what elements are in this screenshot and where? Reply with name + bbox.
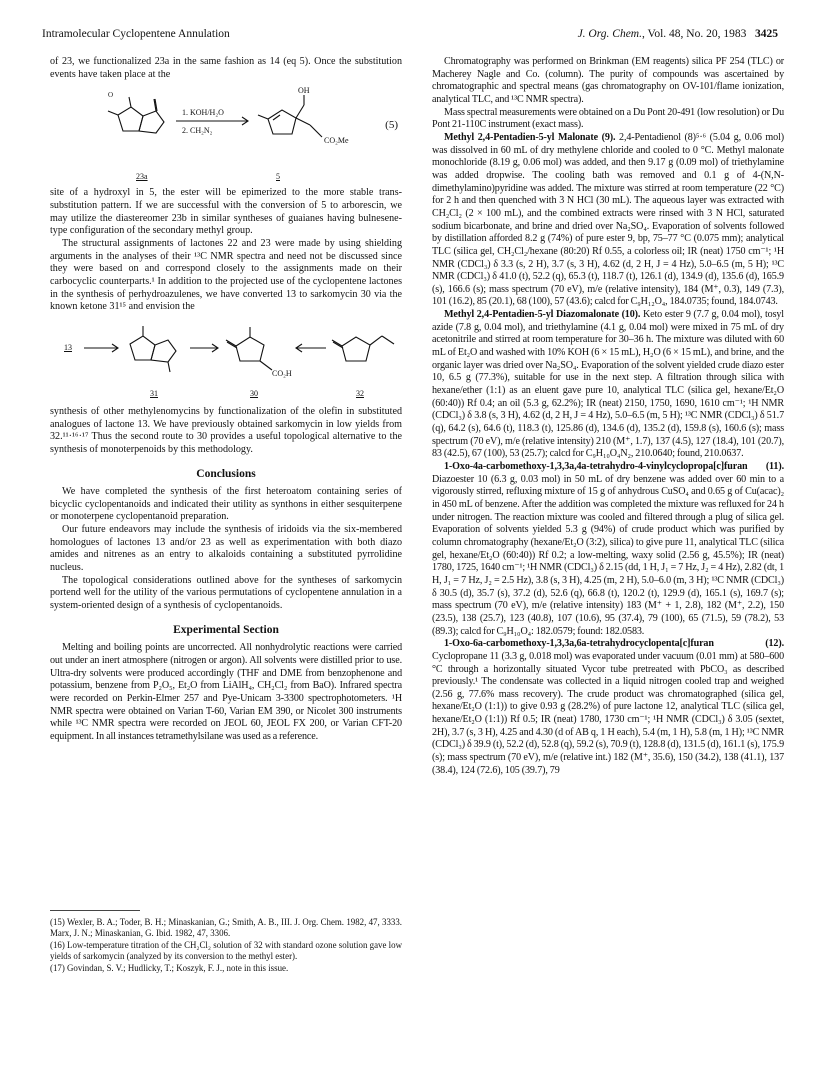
paragraph-2: The structural assignments of lactones 22 and 23 were made by using shielding arguments in the analyses of their ¹³C NMR spectra and need not be discussed since they were based on and correspond closely to the assignments made on their carbocyclic counterparts.¹ In addition to the projected use of the cyclopentene lactones in the synthesis of perhydroazulenes, we have converted 13 to sarkomycin 30 via the known ketone 31¹⁵ and envision the <box>50 237 402 313</box>
equation-number: (5) <box>385 119 398 132</box>
scheme-oh-label: OH <box>298 86 310 96</box>
reaction-scheme-eq5 <box>50 85 402 185</box>
header-citation <box>578 28 778 40</box>
right-column <box>432 56 784 777</box>
running-header <box>42 28 778 44</box>
paragraph-mass-spectral: Mass spectral measurements were obtained on a Du Pont 20-491 (low resolution) or Du Pont 21-110C instrument (exact mass). <box>432 106 784 131</box>
procedure-10-title: Methyl 2,4-Pentadien-5-yl Diazomalonate (10). <box>444 309 641 321</box>
scheme-reagent-2: 2. CH₂N₂ <box>182 126 213 136</box>
compound-label-5: 5 <box>276 172 280 182</box>
procedure-compound-9 <box>432 132 784 309</box>
procedure-compound-12 <box>432 638 784 777</box>
procedure-compound-11 <box>432 461 784 638</box>
reaction-scheme-drawing <box>98 85 398 185</box>
header-journal: J. Org. Chem. <box>577 28 642 40</box>
sarkomycin-scheme-drawing <box>50 318 402 402</box>
experimental-heading: Experimental Section <box>173 623 279 636</box>
paragraph-intro: of 23, we functionalized 23a in the same fashion as 14 (eq 5). Once the substitution events have taken place at the <box>50 56 402 80</box>
procedure-11-title: 1-Oxo-4a-carbomethoxy-1,3,3a,4a-tetrahydro-4-vinylcyclopropa[c]furan (11). <box>444 461 784 472</box>
procedure-9-body: 2,4-Pentadienol (8)⁵·⁶ (5.04 g, 0.06 mol) was dissolved in 60 mL of dry methylene chloride and cooled to 0 °C. Methyl malonate monochloride (8.19 g, 0.06 mol) was added, and then 9.17 g (0.09 mol) of triethylamine was added dropwise. The cooling bath was removed and 0.1 g of 4-(N,N-dimethylamino)pyridine was added. The mixture was stirred at room temperature (22 °C) for 2 h and then quenched with 3 N HCl (30 mL). The aqueous layer was extracted with CH₂Cl₂ (2 × 100 mL), and the combined extracts were rinsed with 3 N HCl, saturated sodium bicarbonate, and brine and dried over Na₂SO₄. Evaporation of solvents followed by distillation afforded 8.2 g (74%) of pure ester 9, bp, 75–77 °C (0.075 mm); analytical TLC (silica gel, CH₂Cl₂/hexane (80:20) Rf 0.55, a colorless oil; IR (neat) 1750 cm⁻¹; ¹H NMR (CDCl₃) δ 3.3 (s, 2 H), 3.7 (s, 3 H), 4.62 (d, 2 H, J = 4 Hz), 5.0–6.5 (m, 5 H); ¹³C NMR (CDCl₃) δ 41.0 (t), 52.2 (q), 65.3 (t), 118.7 (t), 126.1 (d), 134.9 (d), 135.6 (d), 165.9 (s), 166.6 (s); mass spectrum (70 eV), m/e (relative intensity), 184 (M⁺, 0.3), 149 (7.3), 101 (16.2), 85 (20.1), 68 (100), 57 (43.6); calcd for C₉H₁₂O₄, 184.0735; found, 184.0743. <box>432 131 784 308</box>
footnote-17: (17) Govindan, S. V.; Hudlicky, T.; Koszyk, F. J., note in this issue. <box>50 963 289 973</box>
compound-label-31: 31 <box>150 388 158 398</box>
scheme-label-o: O <box>108 91 114 100</box>
header-volume: , Vol. 48, No. 20, 1983 <box>642 28 747 40</box>
footnote-rule <box>50 910 140 911</box>
procedure-compound-10 <box>432 309 784 461</box>
procedure-12-body: Cyclopropane 11 (3.3 g, 0.018 mol) was evaporated under vacuum (0.01 mm) at 580–600 °C through a horizontally situated Vycor tube pretreated with PbCO₃ as described previously.¹ The condensate was collected in a liquid nitrogen cooled trap and weighed (2.56 g, 77.6% mass recovery). The crude product was chromatographed (silica gel, hexane/Et₂O (1:1)) to give 0.93 g (28.2%) of pure lactone 12, analytical TLC (silica gel, hexane/Et₂O (1:1)) Rf 0.5; IR (neat) 1780, 1730 cm⁻¹; ¹H NMR (CDCl₃) δ 3.05 (sextet, 2H), 3.7 (s, 3 H), 4.25 and 4.30 (d of AB q, 1 H each), 5.4 (m, 1 H), 5.8 (m, 1 H); ¹³C NMR (CDCl₃) δ 39.9 (t), 52.2 (d), 52.8 (q), 59.2 (s), 70.9 (t), 128.8 (d), 131.5 (d), 161.1 (s), 175.9 (s); mass spectrum (70 eV), m/e (relative int.) 182 (M⁺, 35.6), 150 (34.2), 138 (41.1), 137 (38.4), 124 (72.6), 105 (39.7), 79 <box>432 650 784 776</box>
left-column <box>50 56 402 744</box>
footnotes <box>50 910 402 975</box>
paragraph-1: site of a hydroxyl in 5, the ester will be epimerized to the more stable trans-substitution pattern. If we are successful with the conversion of 5 to arborescin, we may utilize the diastereomer 23b in similar syntheses of guaianes having bulnesene-type configuration of the secondary methyl group. <box>50 187 402 237</box>
procedure-9-title: Methyl 2,4-Pentadien-5-yl Malonate (9). <box>444 131 616 143</box>
scheme2-co2h-label: CO₂H <box>272 368 292 378</box>
compound-label-30: 30 <box>250 388 258 398</box>
paragraph-3: synthesis of other methylenomycins by functionalization of the olefin in substituted analogues of lactone 13. We have previously obtained sarkomycin in low yields from 32.¹¹·¹⁶·¹⁷ Thus the second route to 30 provides a useful topological alternative to the synthesis of monoterpenoids by this methodology. <box>50 405 402 455</box>
sarkomycin-scheme <box>50 318 402 402</box>
header-article-title: Intramolecular Cyclopentene Annulation <box>42 28 230 40</box>
compound-label-32: 32 <box>356 388 364 398</box>
scheme-co2me-label: CO₂Me <box>324 136 349 146</box>
conclusions-paragraph-1: We have completed the synthesis of the first heteroatom containing series of bicyclic cyclopentanoids and indicated their utility as synthons in either sesquiterpene or monoterpene cyclopentanoid preparation. <box>50 486 402 523</box>
conclusions-paragraph-3: The topological considerations outlined above for the syntheses of sarkomycin portend well for the utility of the various permutations of cyclopentene annulation in a system-oriented design of a synthesis of cyclopentanoids. <box>50 574 402 612</box>
experimental-paragraph: Melting and boiling points are uncorrected. All nonhydrolytic reactions were carried out under an inert atmosphere (nitrogen or argon). All solvents were distilled prior to use. Ultra-dry solvents were produced accordingly (THF and DME from benzophenone and potassium, benzene from P₂O₅, Et₂O from LiAlH₄, CH₂Cl₂ from BaO). Infrared spectra were recorded on Perkin-Elmer 257 and Pye-Unicam 3-3300 spectrophotometers. ¹H NMR spectra were obtained on Varian T-60, Varian EM 390, or Nicolet 300 instruments while ¹³C NMR spectra were recorded on JEOL 60, JEOL FX 200, or Varian CFT-20 equipment. In all instances tetramethylsilane was used as a reference. <box>50 642 402 742</box>
conclusions-paragraph-2: Our future endeavors may include the synthesis of iridoids via the six-membered homologues of lactones 13 and/or 23 as well as experimentation with both diazo amides and nitrenes as an entry to alkaloids containing a substituted pyrrolidine nucleus. <box>50 524 402 574</box>
footnote-16: (16) Low-temperature titration of the CH₂Cl₂ solution of 32 with standard ozone solution gave low yields of sarkomycin (analyzed by its conversion to the methyl ester). <box>50 940 402 961</box>
footnote-15: (15) Wexler, B. A.; Toder, B. H.; Minaskanian, G.; Smith, A. B., III. J. Org. Chem. 1982, 47, 3333. Marx, J. N.; Minaskanian, G. Ibid. 1982, 47, 3306. <box>50 917 402 938</box>
procedure-11-body: Diazoester 10 (6.3 g, 0.03 mol) in 50 mL of dry benzene was added over 60 min to a vigorously stirred, refluxing mixture of 15 g of anhydrous CuSO₄ and 0.65 g of Cu(acac)₂ in 450 mL of benzene. After the addition was completed the mixture was refluxed for 24 h under nitrogen. The reaction mixture was cooled and filtered through a plug of silica gel. Evaporation of solvents yielded 5.3 g (94%) of crude product which was purified by column chromatography (hexane/Et₂O (3:2), silica) to give pure 11, analytical TLC (silica gel, hexane/Et₂O (60:40)) Rf 0.2; a low-melting, waxy solid (2.56 g, 45.5%); IR (neat) 1780, 1725, 1640 cm⁻¹; ¹H NMR (CDCl₃) δ 2.15 (dd, 1 H, J₁ = 7 Hz, J₂ = 4 Hz), 2.82 (dt, 1 H, J₁ = 7 Hz, J₂ = 2.5 Hz), 3.8 (s, 3 H), 4.25 (m, 2 H), 5.0–6.0 (m, 3 H); ¹³C NMR (CDCl₃) δ 30.5 (d), 35.7 (s), 37.2 (d), 52.6 (q), 66.8 (t), 120.2 (t), 129.9 (d), 165.1 (s), 169.7 (s); mass spectrum (70 eV), m/e (relative intensity) 183 (M⁺ + 1, 2.8), 182 (M⁺, 2.2), 150 (23.5), 138 (25.7), 123 (40.8), 107 (10.6), 95 (37.4), 79 (100), 65 (71.5), 59 (78.2), 53 (89.3); calcd for C₉H₁₀O₄: 182.0579; found: 182.0583. <box>432 473 784 637</box>
compound-label-13: 13 <box>64 342 72 352</box>
procedure-10-body: Keto ester 9 (7.7 g, 0.04 mol), tosyl azide (7.8 g, 0.04 mol), and triethylamine (4.1 g, 0.04 mol) were mixed in 75 mL of dry acetonitrile and stirred at room temperature for 30–36 h. The mixture was diluted with 60 mL of Et₂O and washed with 10% KOH (6 × 15 mL), H₂O (6 × 15 mL), and brine, and the organic layer was dried over Na₂SO₄. Evaporation of the solvent yielded crude diazo ester 10, 6.5 g (77.3%), suitable for use in the next step. A filtration through silica with hexane/ether (1:1) as an eluent gave pure 10, analytical TLC (silica gel, hexane/Et₂O (60:40)) Rf 0.4; an oil (5.3 g, 62.2%); IR (neat) 2150, 1750, 1690, 1610 cm⁻¹; ¹H NMR (CDCl₃) δ 3.8 (s, 3 H), 4.62 (d, 2 H, J = 4 Hz), 5.0–6.5 (m, 5 H); ¹³C NMR (CDCl₃) δ 51.7 (q), 64.2 (s), 64.6 (t), 118.3 (t), 125.86 (d), 134.6 (d), 135.2 (d), 159.8 (s), 160.6 (s); mass spectrum (70 eV), m/e (relative intensity) 210 (M⁺, 1.7), 137 (4.5), 127 (18.4), 101 (20.7), 83 (42.5), 67 (100), 53 (25.7); calcd for C₉H₁₀O₄N₂, 210.0640; found, 210.0637. <box>432 309 784 460</box>
scheme-reagent-1: 1. KOH/H₂O <box>182 108 224 118</box>
paragraph-chromatography: Chromatography was performed on Brinkman (EM reagents) silica PF 254 (TLC) or Macherey Nagle and Co. (column). The purity of compounds was ascertained by chromatographic and spectral means (gas chromatography on OV-101/flame ionization, analytical TLC, and ¹³C NMR spectra). <box>432 56 784 105</box>
compound-label-23a: 23a <box>136 172 148 182</box>
procedure-12-title: 1-Oxo-6a-carbomethoxy-1,3,3a,6a-tetrahydrocyclopenta[c]furan (12). <box>444 638 784 650</box>
conclusions-heading: Conclusions <box>196 467 256 480</box>
header-page-number: 3425 <box>755 28 778 40</box>
